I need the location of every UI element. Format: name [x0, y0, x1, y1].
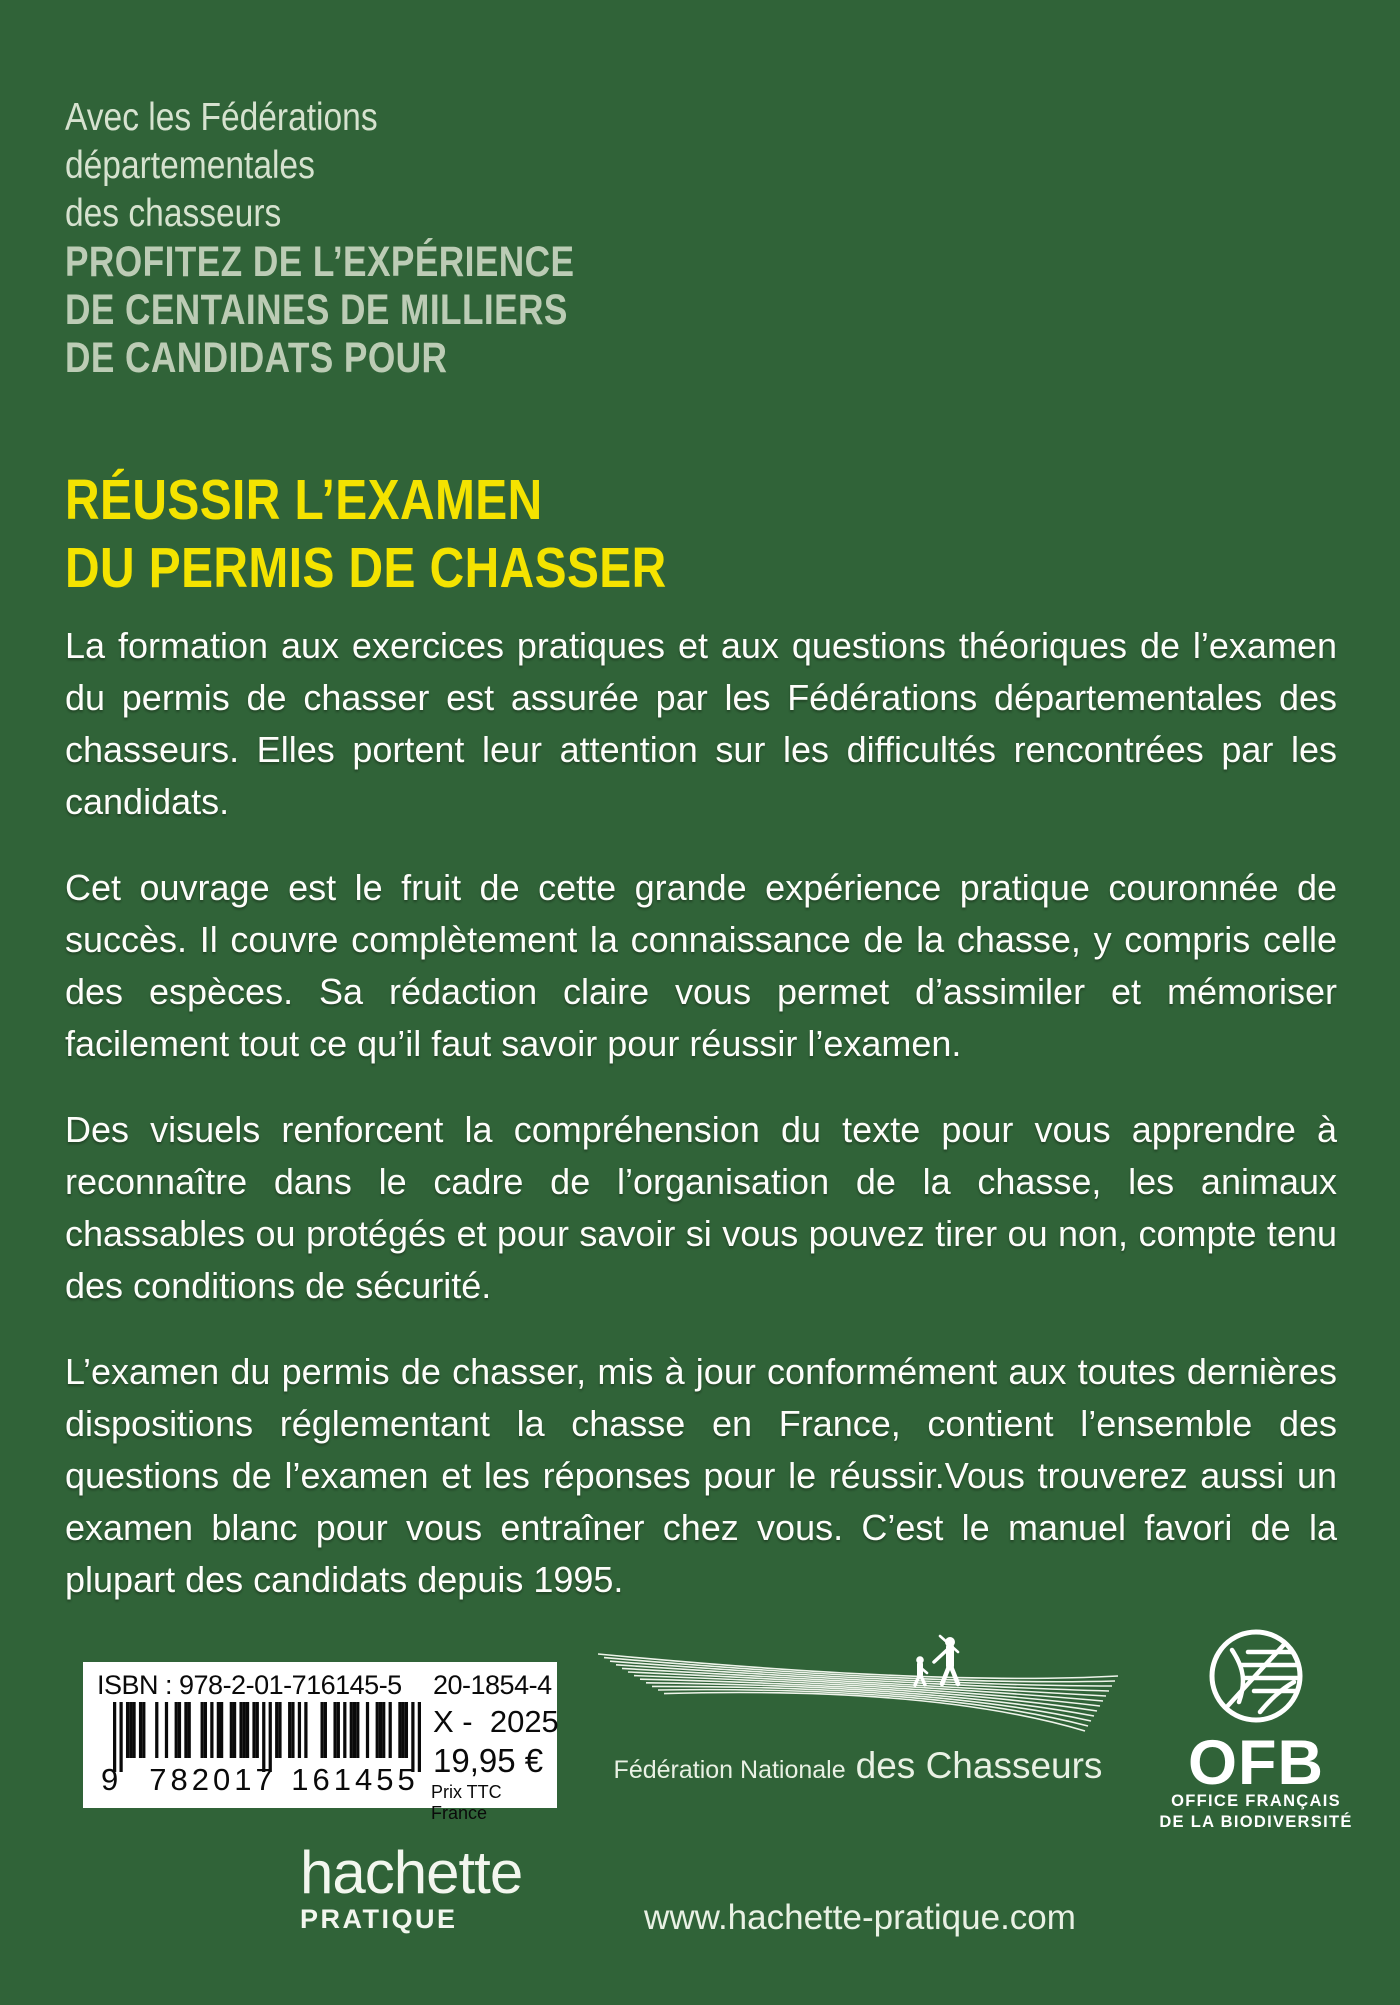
description-paragraph: Des visuels renforcent la compréhension du texte pour vous apprendre à reconnaître dans le cadre de l’organisation de la chasse, les animaux chassables ou protégés et pour savoir si vous pouvez tirer ou non, compte tenu des conditions de sécurité. — [65, 1109, 1337, 1306]
tagline-line: des chasseurs — [65, 192, 282, 235]
fnc-logo-text: Fédération Nationale des Chasseurs — [613, 1745, 1103, 1786]
tagline-line: Avec les Fédérations — [65, 96, 378, 139]
description-paragraph: Cet ouvrage est le fruit de cette grande expérience pratique couronnée de succès. Il couvre complètement la connaissance de la chasse, y compris celle des espèces. Sa rédaction claire vous permet d’assimiler et mémoriser facilement tout ce qu’il faut savoir pour réussir l’examen. — [65, 867, 1337, 1064]
isbn-panel: ISBN : 978-2-01-716145-5 20-1854-4 X - 2025 19,95 € Prix TTC France 9 782017 161455 — [83, 1662, 557, 1808]
publisher-logo — [300, 1839, 523, 1934]
description-paragraph: L’examen du permis de chasser, mis à jour conformément aux toutes dernières dispositions réglementant la chasse en France, contient l’ensemble des questions de l’examen et les réponses pour le réussir.Vous trouverez aussi un examen blanc pour vous entraîner chez vous. C’est le manuel favori de la plupart des candidats depuis 1995. — [65, 1351, 1337, 1600]
tagline — [65, 94, 378, 238]
tagline-line: départementales — [65, 144, 315, 187]
leaf-circle-icon — [1204, 1624, 1308, 1728]
headline-line: PROFITEZ DE L’EXPÉRIENCE — [65, 238, 575, 286]
description-paragraph: La formation aux exercices pratiques et aux questions théoriques de l’examen du permis de chasser est assurée par les Fédérations départementales des chasseurs. Elles portent leur attention sur les difficultés rencontrées par les candidats. — [65, 625, 1337, 822]
fnc-logo — [598, 1632, 1118, 1787]
website-url: www.hachette-pratique.com — [644, 1898, 1076, 1937]
main-title-line: RÉUSSIR L’EXAMEN — [65, 468, 543, 532]
price: 19,95 € — [433, 1742, 544, 1779]
headline-line: DE CENTAINES DE MILLIERS — [65, 286, 568, 334]
description — [65, 620, 1337, 1640]
main-title-line: DU PERMIS DE CHASSER — [65, 536, 667, 600]
main-title — [65, 466, 667, 602]
edition-code: X - 2025 — [433, 1704, 559, 1739]
publisher-name: hachette — [300, 1839, 523, 1906]
publisher-imprint: PRATIQUE — [300, 1904, 458, 1934]
hunters-field-icon — [598, 1632, 1118, 1740]
headline — [65, 238, 574, 382]
reference-number: 20-1854-4 — [433, 1670, 552, 1700]
headline-line: DE CANDIDATS POUR — [65, 334, 448, 382]
price-note: Prix TTC France — [431, 1782, 502, 1823]
ofb-subtitle: OFFICE FRANÇAIS — [1171, 1792, 1341, 1810]
ofb-logo — [1158, 1624, 1354, 1833]
ofb-subtitle: DE LA BIODIVERSITÉ — [1159, 1813, 1353, 1831]
ofb-acronym: OFB — [1188, 1728, 1324, 1798]
isbn-number: ISBN : 978-2-01-716145-5 — [97, 1670, 402, 1700]
